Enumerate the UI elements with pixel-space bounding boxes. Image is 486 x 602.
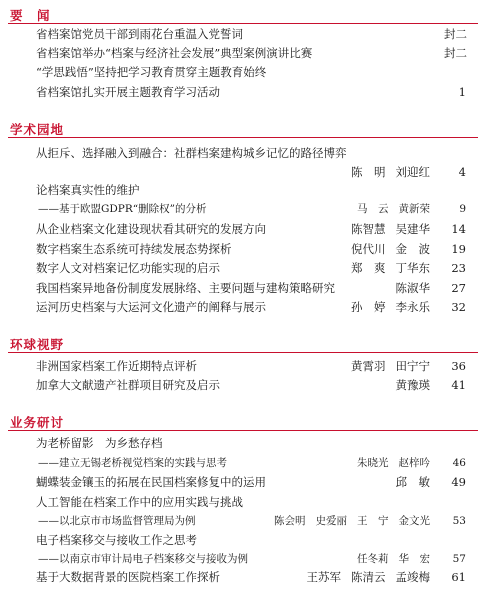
author-name: 丁华东 (395, 261, 430, 275)
author-name: 陈淑华 (395, 281, 430, 295)
toc-entry[interactable] (36, 221, 466, 237)
section-title: 学术园地 (10, 122, 65, 137)
author-name: 吴建华 (395, 222, 430, 236)
toc-entry[interactable] (36, 299, 466, 315)
page-number: 36 (451, 359, 466, 373)
toc-entry[interactable] (36, 241, 466, 257)
page-number: 46 (452, 457, 466, 469)
toc-entry[interactable] (36, 377, 466, 393)
section-title: 环球视野 (10, 337, 65, 352)
entry-meta (341, 260, 466, 276)
entry-meta (341, 299, 466, 315)
entry-title: 基于大数据背景的医院档案工作探析 (36, 570, 220, 584)
page-number: 4 (458, 165, 466, 179)
author-name: 史爱丽 (315, 515, 347, 527)
entry-title: 从企业档案文化建设现状看其研究的发展方向 (36, 222, 266, 236)
author-name: 任冬莉 (357, 553, 389, 565)
entry-title: 从拒斥、选择融入到融合：社群档案建构城乡记忆的路径博弈 (36, 146, 347, 160)
author-name: 郑 爽 (351, 261, 386, 275)
entry-title: 数字人文对档案记忆功能实现的启示 (36, 261, 220, 275)
author-name: 陈智慧 (351, 222, 386, 236)
section-divider (8, 430, 478, 431)
entry-meta (341, 358, 466, 374)
entry-meta (430, 435, 466, 451)
toc-entry[interactable] (36, 260, 466, 276)
entry-meta (347, 201, 466, 217)
toc-entry[interactable] (36, 164, 466, 180)
entry-meta (430, 26, 466, 42)
entry-meta (347, 455, 466, 471)
section-header (8, 4, 478, 26)
toc-entry[interactable] (36, 145, 466, 161)
entry-title: 数字档案生态系统可持续发展态势探析 (36, 242, 232, 256)
author-name: 黄霄羽 (351, 359, 386, 373)
toc-entry[interactable] (36, 494, 466, 510)
entry-title: 省档案馆党员干部到雨花台重温入党誓词 (36, 27, 243, 41)
toc-entry[interactable] (36, 84, 466, 100)
entry-meta (430, 45, 466, 61)
toc-entry[interactable] (36, 45, 466, 61)
author-name: 王 宁 (357, 515, 389, 527)
page-number: 封二 (444, 46, 467, 60)
section-title: 要 闻 (10, 8, 51, 23)
page-number: 27 (451, 281, 466, 295)
entry-title: 加拿大文献遗产社群项目研究及启示 (36, 378, 220, 392)
page-number: 1 (458, 85, 466, 99)
author-name: 刘迎红 (395, 165, 430, 179)
toc-entry[interactable] (38, 551, 466, 567)
section-header (8, 118, 478, 140)
entry-meta (341, 241, 466, 257)
page-number: 9 (459, 203, 466, 215)
entry-title: 省档案馆扎实开展主题教育学习活动 (36, 85, 220, 99)
author-name: 朱晓光 (357, 457, 389, 469)
toc-entry[interactable] (38, 201, 466, 217)
toc-entry[interactable] (36, 532, 466, 548)
entry-title: 电子档案移交与接收工作之思考 (36, 533, 197, 547)
section-divider (8, 137, 478, 138)
author-name: 倪代川 (351, 242, 386, 256)
author-name: 陈清云 (351, 570, 386, 584)
entry-meta (341, 221, 466, 237)
entry-meta (341, 164, 466, 180)
page-number: 19 (451, 242, 466, 256)
section-header (8, 333, 478, 355)
page-number: 53 (452, 515, 466, 527)
section-divider (8, 23, 478, 24)
author-name: 孟竣梅 (395, 570, 430, 584)
toc-entry[interactable] (36, 26, 466, 42)
section-header (8, 411, 478, 433)
entry-title: “学思践悟”坚持把学习教育贯穿主题教育始终 (36, 65, 267, 79)
page-number: 49 (451, 475, 466, 489)
author-name: 陈会明 (274, 515, 306, 527)
author-name: 邱 敏 (395, 475, 430, 489)
entry-meta (386, 280, 467, 296)
entry-meta (430, 145, 466, 161)
author-name: 华 宏 (398, 553, 430, 565)
toc-entry[interactable] (36, 474, 466, 490)
page-number: 57 (452, 553, 466, 565)
entry-title: 非洲国家档案工作近期特点评析 (36, 359, 197, 373)
entry-title: 论档案真实性的维护 (36, 183, 140, 197)
entry-subtitle: ——建立无锡老桥视觉档案的实践与思考 (38, 457, 227, 469)
entry-subtitle: ——基于欧盟GDPR“删除权”的分析 (38, 203, 207, 215)
page-number: 32 (451, 300, 466, 314)
toc-entry[interactable] (36, 435, 466, 451)
toc-entry[interactable] (38, 513, 466, 529)
author-name: 孙 婷 (351, 300, 386, 314)
entry-meta (297, 569, 467, 585)
page-number: 23 (451, 261, 466, 275)
page-number: 41 (451, 378, 466, 392)
entry-title: 省档案馆举办“档案与经济社会发展”典型案例演讲比赛 (36, 46, 313, 60)
author-name: 马 云 (357, 203, 389, 215)
page-number: 14 (451, 222, 466, 236)
entry-title: 人工智能在档案工作中的应用实践与挑战 (36, 495, 243, 509)
entry-meta (347, 551, 466, 567)
entry-meta (430, 532, 466, 548)
entry-meta (430, 494, 466, 510)
page-number: 封二 (444, 27, 467, 41)
page-number: 61 (451, 570, 466, 584)
author-name: 田宁宁 (395, 359, 430, 373)
entry-title: 运河历史档案与大运河文化遗产的阐释与展示 (36, 300, 266, 314)
entry-title: 我国档案异地备份制度发展脉络、主要问题与建构策略研究 (36, 281, 335, 295)
entry-meta (386, 474, 467, 490)
author-name: 黄新荣 (398, 203, 430, 215)
entry-meta (430, 182, 466, 198)
toc-entry[interactable] (38, 455, 466, 471)
entry-meta (430, 64, 466, 80)
toc-entry[interactable] (36, 64, 466, 80)
author-name: 金文光 (398, 515, 430, 527)
entry-title: 为老桥留影 为乡愁存档 (36, 436, 163, 450)
toc-entry[interactable] (36, 569, 466, 585)
section-divider (8, 352, 478, 353)
author-name: 黄豫瑛 (395, 378, 430, 392)
entry-meta (430, 84, 466, 100)
entry-title: 蝴蝶装金镶玉的拓展在民国档案修复中的运用 (36, 475, 266, 489)
toc-entry[interactable] (36, 358, 466, 374)
entry-meta (264, 513, 466, 529)
author-name: 王苏军 (306, 570, 341, 584)
author-name: 赵梓吟 (398, 457, 430, 469)
section-title: 业务研讨 (10, 415, 65, 430)
author-name: 李永乐 (395, 300, 430, 314)
entry-meta (386, 377, 467, 393)
author-name: 陈 明 (351, 165, 386, 179)
author-name: 金 波 (395, 242, 430, 256)
entry-subtitle: ——以南京市审计局电子档案移交与接收为例 (38, 553, 248, 565)
entry-subtitle: ——以北京市市场监督管理局为例 (38, 515, 196, 527)
toc-entry[interactable] (36, 280, 466, 296)
toc-entry[interactable] (36, 182, 466, 198)
